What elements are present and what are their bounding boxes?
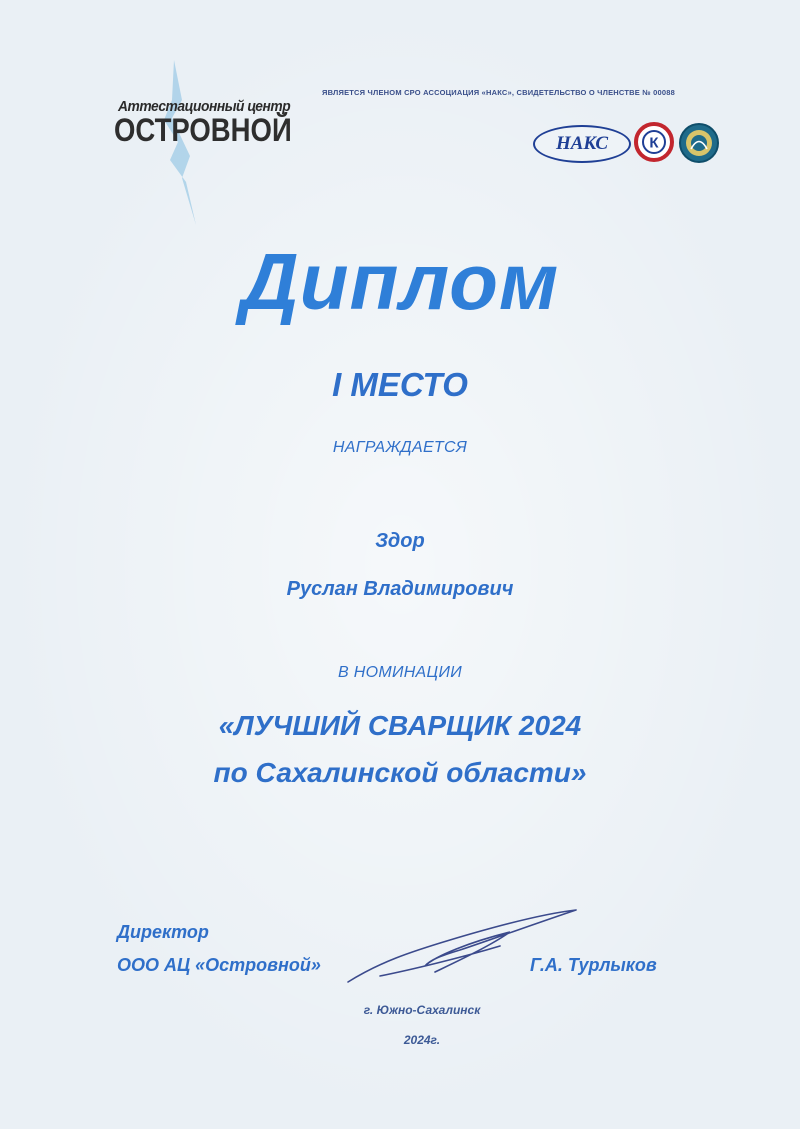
emblem-icon — [678, 122, 720, 164]
awarded-label: НАГРАЖДАЕТСЯ — [332, 439, 468, 456]
logo — [112, 60, 292, 225]
director-name: Г.А. Турлыков — [530, 955, 657, 975]
logo-caption: Аттестационный центр — [118, 98, 291, 115]
recipient-surname: Здор — [375, 530, 425, 552]
signature — [340, 900, 580, 1000]
nomination-label: В НОМИНАЦИИ — [338, 664, 462, 681]
recipient-name: Руслан Владимирович — [286, 578, 514, 600]
naks-label: НАКС — [555, 133, 609, 154]
year-label: 2024г. — [403, 1033, 441, 1047]
k-badge-icon — [634, 122, 674, 162]
director-title: Директор — [117, 922, 209, 942]
city-label: г. Южно-Сахалинск — [363, 1003, 481, 1017]
nomination-title-line2: по Сахалинской области» — [213, 757, 587, 788]
membership-text: ЯВЛЯЕТСЯ ЧЛЕНОМ СРО АССОЦИАЦИЯ «НАКС», СВИДЕТЕЛЬСТВО О ЧЛЕНСТВЕ № 00088 — [322, 88, 675, 97]
nomination-title-line1: «ЛУЧШИЙ СВАРЩИК 2024 — [218, 710, 582, 741]
director-organization: ООО АЦ «Островной» — [117, 955, 321, 975]
diploma-title: Диплом — [240, 237, 560, 326]
place-label: I МЕСТО — [332, 366, 468, 403]
logo-title: ОСТРОВНОЙ — [114, 112, 292, 148]
naks-logo — [533, 125, 631, 163]
k-label: К — [649, 134, 659, 152]
